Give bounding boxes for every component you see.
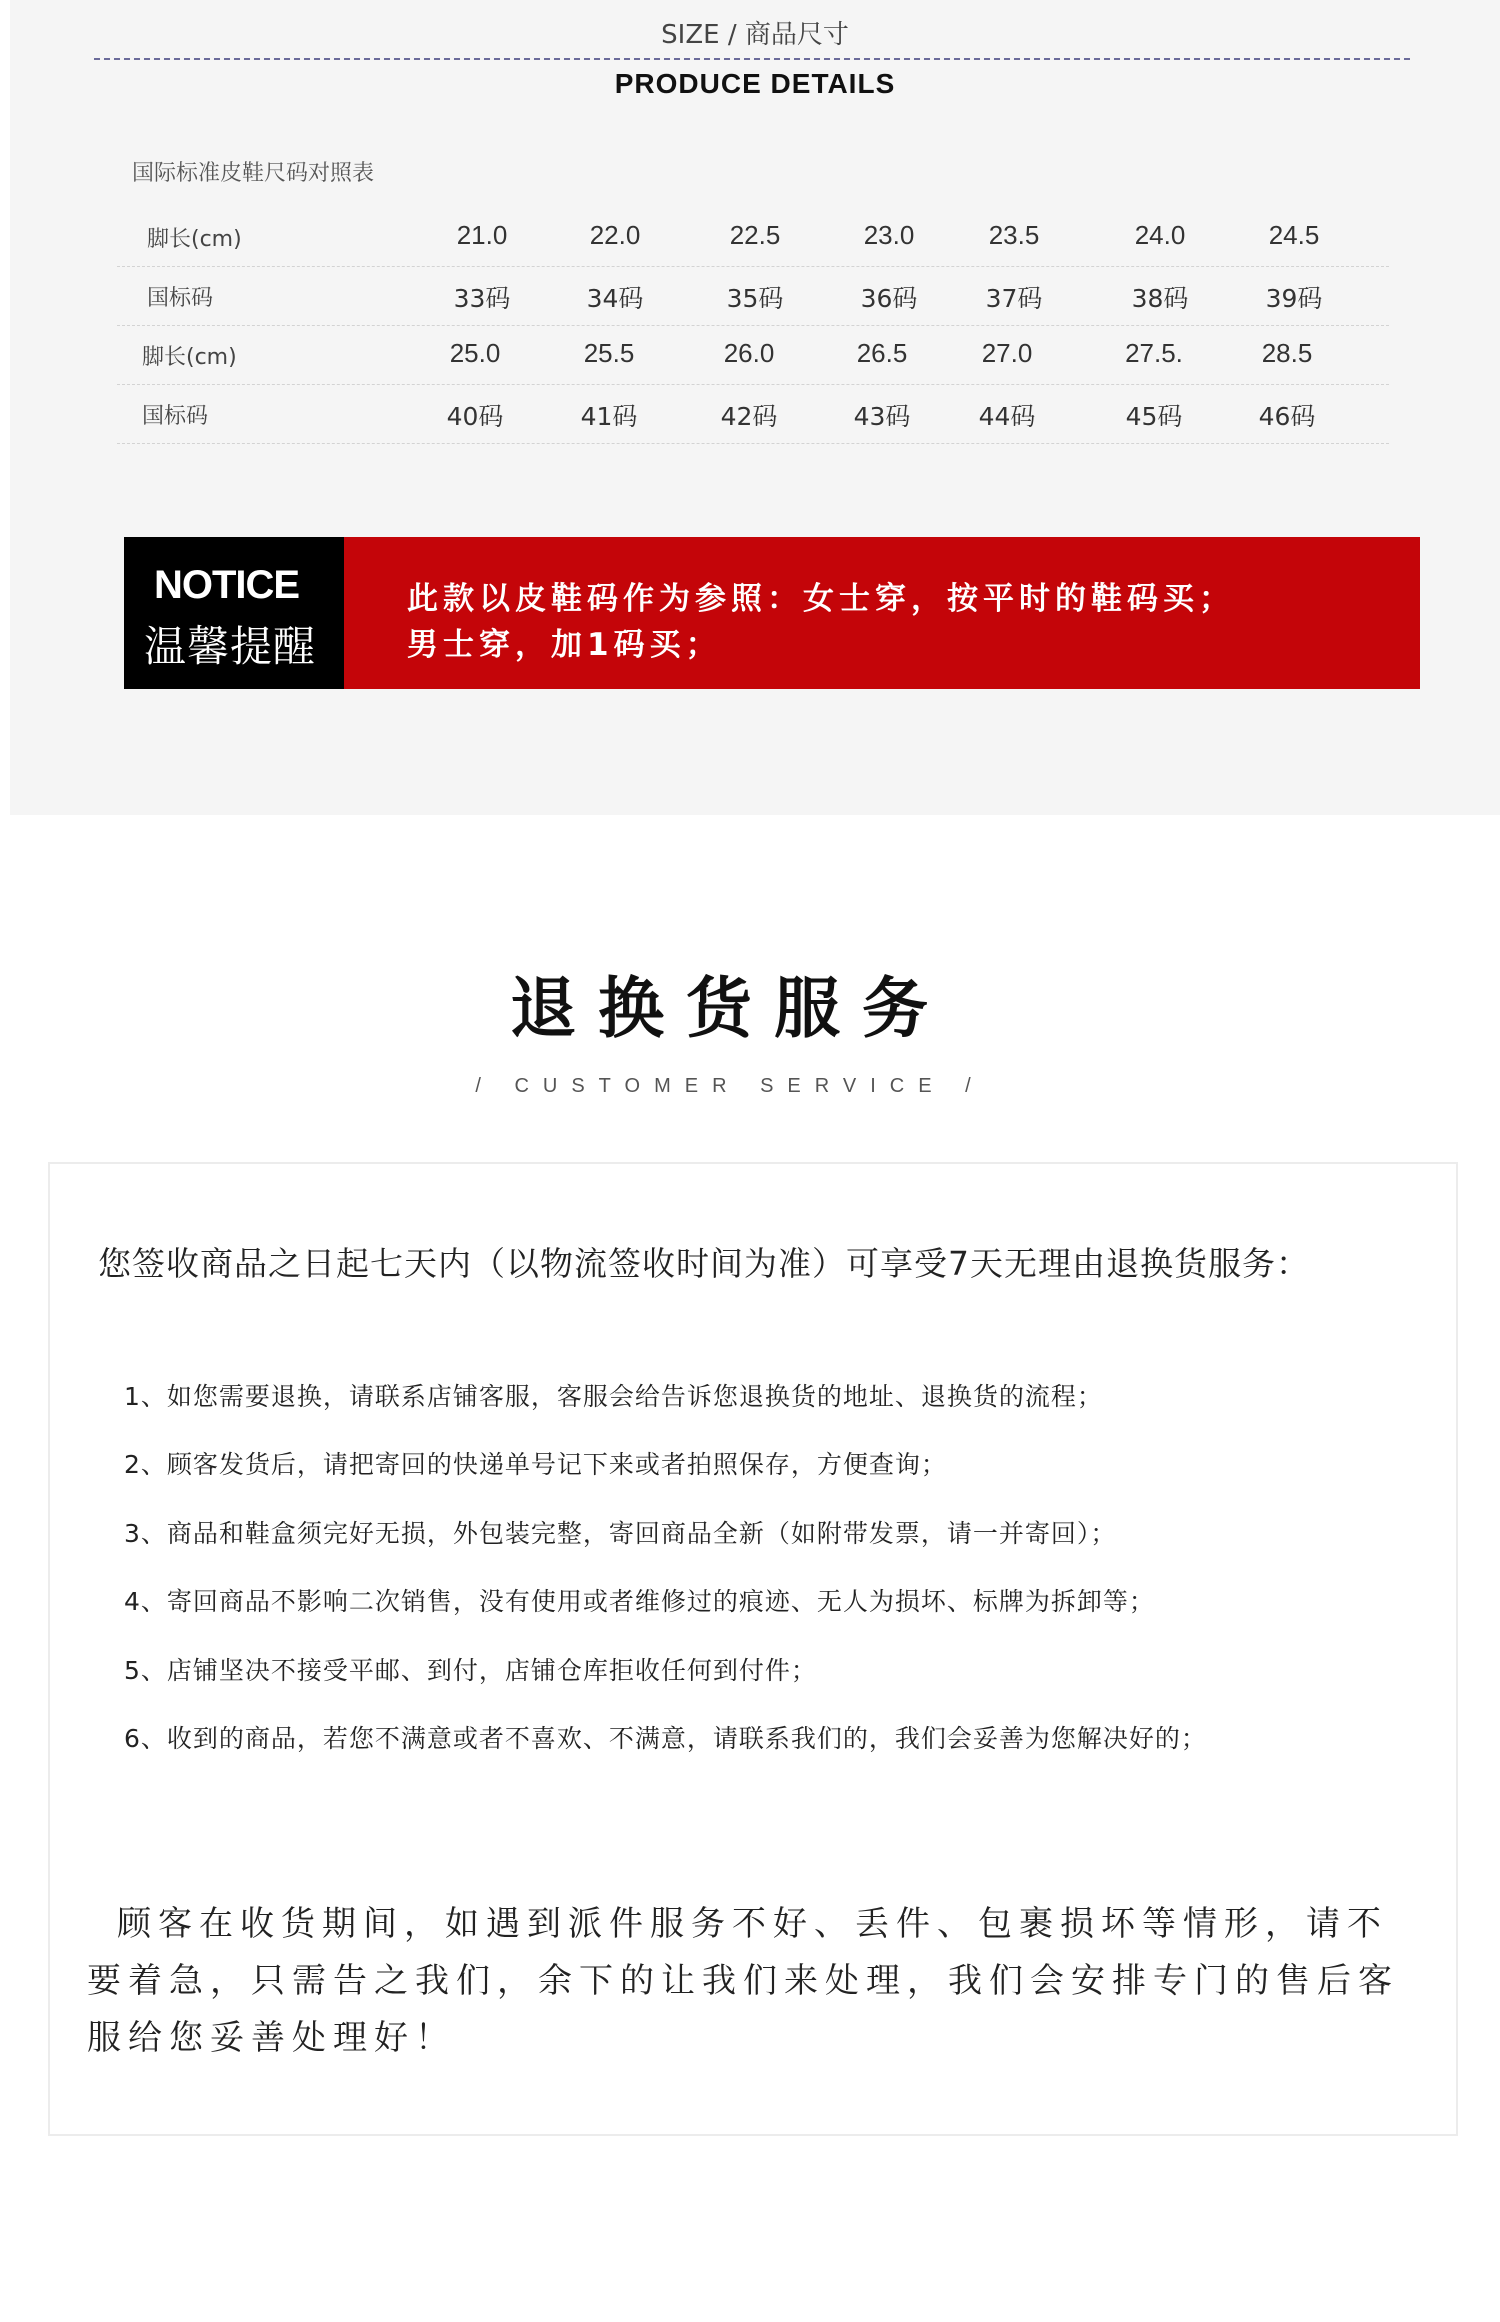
dashed-divider [94,58,1410,60]
table-row [117,326,1389,385]
policy-item: 2、顾客发货后，请把寄回的快递单号记下来或者拍照保存，方便查询； [124,1450,947,1479]
table-cell: 40码 [446,402,504,431]
policy-item: 5、店铺坚决不接受平邮、到付，店铺仓库拒收任何到付件； [124,1656,817,1685]
notice-badge-cn: 温馨提醒 [144,622,317,671]
table-row [117,208,1389,267]
service-subtitle: / CUSTOMER SERVICE / [475,1075,985,1097]
closing-paragraph: 顾客在收货期间，如遇到派件服务不好、丢件、包裹损坏等情形，请不要着急，只需告之我们，余下的让我们来处理，我们会安排专门的售后客服给您妥善处理好！ [87,1904,1399,2058]
service-title: 退换货服务 [510,970,950,1047]
table-cell: 27.0 [981,338,1033,368]
table-row [117,385,1389,444]
row-label: 脚长(cm) [142,345,237,370]
table-cell: 44码 [978,402,1036,431]
table-cell: 45码 [1125,402,1183,431]
row-label: 脚长(cm) [147,227,242,252]
table-cell: 38码 [1131,284,1189,313]
table-cell: 43码 [853,402,911,431]
table-cell: 37码 [985,284,1043,313]
table-cell: 36码 [860,284,918,313]
table-cell: 25.0 [449,338,501,368]
table-cell: 24.5 [1268,220,1320,250]
table-cell: 34码 [586,284,644,313]
table-cell: 28.5 [1261,338,1313,368]
row-label: 国标码 [142,404,209,429]
table-cell: 23.5 [988,220,1040,250]
table-cell: 21.0 [456,220,508,250]
table-cell: 35码 [726,284,784,313]
policy-item: 3、商品和鞋盒须完好无损，外包装完整，寄回商品全新（如附带发票，请一并寄回）； [124,1519,1117,1548]
service-intro: 您签收商品之日起七天内（以物流签收时间为准）可享受7天无理由退换货服务： [98,1244,1310,1283]
notice-badge [124,537,344,689]
size-chart-table [117,208,1389,444]
produce-details-title: PRODUCE DETAILS [614,68,896,99]
policy-item: 1、如您需要退换，请联系店铺客服，客服会给告诉您退换货的地址、退换货的流程； [124,1382,1103,1411]
table-cell: 41码 [580,402,638,431]
table-cell: 46码 [1258,402,1316,431]
service-policy-box [48,1162,1458,2136]
row-label: 国标码 [147,286,214,311]
notice-banner [124,537,1420,689]
table-cell: 39码 [1265,284,1323,313]
table-cell: 26.5 [856,338,908,368]
policy-item: 4、寄回商品不影响二次销售，没有使用或者维修过的痕迹、无人为损坏、标牌为拆卸等； [124,1587,1155,1616]
table-row [117,267,1389,326]
notice-text-line-2: 男士穿，加1码买； [407,627,722,663]
table-cell: 22.0 [589,220,641,250]
size-section [10,0,1500,815]
table-cell: 33码 [453,284,511,313]
notice-text-line-1: 此款以皮鞋码作为参照：女士穿，按平时的鞋码买； [407,581,1235,617]
table-cell: 23.0 [863,220,915,250]
table-cell: 27.5. [1125,338,1183,368]
notice-badge-en: NOTICE [154,563,300,607]
policy-item: 6、收到的商品，若您不满意或者不喜欢、不满意，请联系我们的，我们会妥善为您解决好的； [124,1724,1207,1753]
table-cell: 24.0 [1134,220,1186,250]
size-table-caption: 国际标准皮鞋尺码对照表 [132,161,375,186]
table-cell: 25.5 [583,338,635,368]
table-cell: 26.0 [723,338,775,368]
table-cell: 22.5 [729,220,781,250]
table-cell: 42码 [720,402,778,431]
size-title: SIZE / 商品尺寸 [661,20,849,50]
